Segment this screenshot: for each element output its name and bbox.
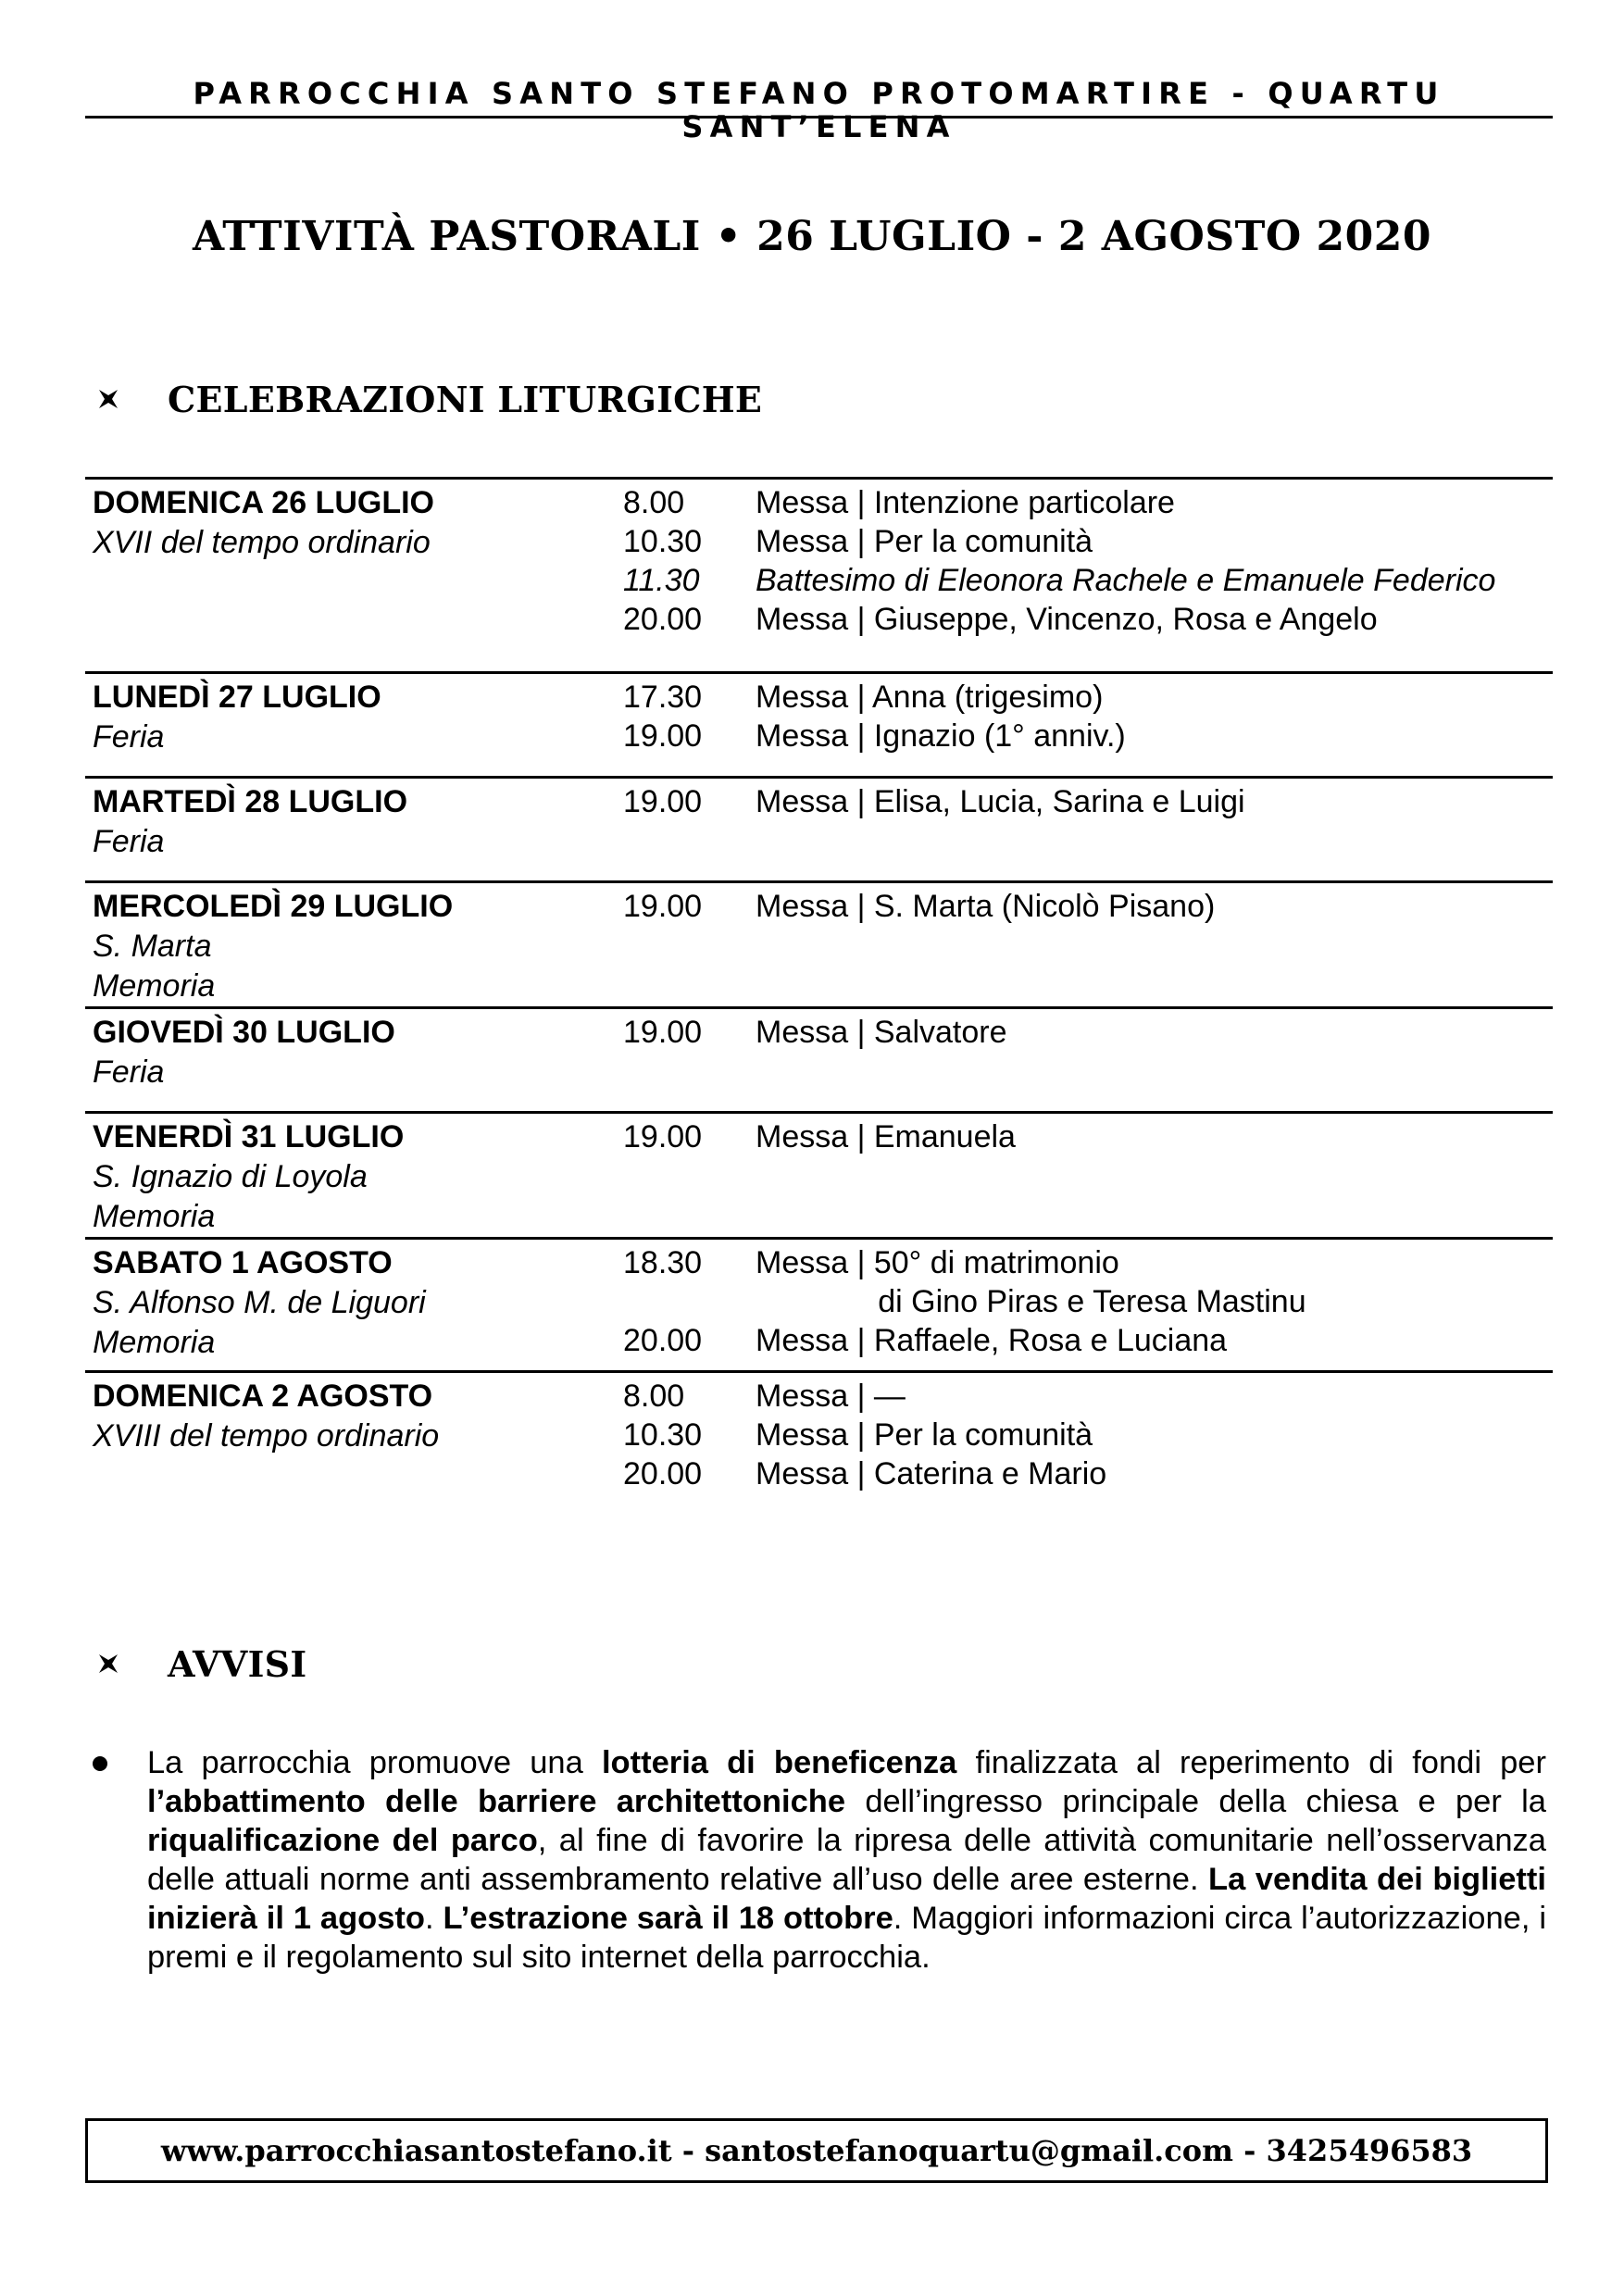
day-info bbox=[85, 887, 623, 1006]
day-feast: S. Marta bbox=[93, 929, 212, 964]
schedule-day-row bbox=[85, 1111, 1553, 1237]
event-time: 8.00 bbox=[623, 485, 685, 520]
day-name: MARTEDÌ 28 LUGLIO bbox=[93, 784, 408, 819]
day-info bbox=[85, 1377, 623, 1493]
day-feast: S. Ignazio di Loyola bbox=[93, 1159, 368, 1194]
day-events bbox=[623, 678, 1553, 757]
section-avvisi-heading bbox=[97, 1641, 306, 1687]
event-description: Messa | Per la comunità bbox=[756, 524, 1093, 559]
event-time: 11.30 bbox=[623, 563, 700, 598]
day-feast: Feria bbox=[93, 719, 165, 755]
event-description: Messa | Salvatore bbox=[756, 1015, 1007, 1050]
schedule-day-row bbox=[85, 880, 1553, 1006]
schedule-table bbox=[85, 477, 1553, 1493]
day-name: SABATO 1 AGOSTO bbox=[93, 1245, 393, 1280]
event-time: 19.00 bbox=[623, 718, 703, 754]
event-row bbox=[623, 782, 1553, 821]
event-time: 19.00 bbox=[623, 1015, 703, 1050]
day-info bbox=[85, 782, 623, 862]
schedule-day-row bbox=[85, 1006, 1553, 1111]
day-events bbox=[623, 887, 1553, 1006]
event-time: 8.00 bbox=[623, 1379, 685, 1414]
event-row bbox=[623, 600, 1553, 639]
event-row bbox=[623, 1117, 1553, 1156]
day-feast: Memoria bbox=[93, 1325, 216, 1360]
day-feast: Feria bbox=[93, 824, 165, 859]
section-title: AVVISI bbox=[168, 1642, 307, 1685]
event-row bbox=[623, 561, 1553, 600]
day-name: GIOVEDÌ 30 LUGLIO bbox=[93, 1015, 395, 1050]
event-description: Messa | Giuseppe, Vincenzo, Rosa e Angelo bbox=[756, 602, 1378, 637]
section-liturgy-heading bbox=[97, 376, 762, 422]
day-info bbox=[85, 1117, 623, 1237]
event-row bbox=[623, 522, 1553, 561]
schedule-day-row bbox=[85, 477, 1553, 671]
day-events bbox=[623, 1243, 1553, 1363]
event-description: Messa | — bbox=[756, 1379, 906, 1414]
schedule-day-row bbox=[85, 1237, 1553, 1370]
event-row bbox=[623, 1013, 1553, 1052]
event-description: Messa | Anna (trigesimo) bbox=[756, 680, 1104, 715]
event-description: Battesimo di Eleonora Rachele e Emanuele Federico bbox=[756, 563, 1496, 598]
bullet-dot-icon bbox=[93, 1756, 107, 1771]
day-name: VENERDÌ 31 LUGLIO bbox=[93, 1119, 405, 1154]
event-time: 19.00 bbox=[623, 784, 703, 819]
day-name: DOMENICA 2 AGOSTO bbox=[93, 1379, 433, 1414]
schedule-day-row bbox=[85, 776, 1553, 880]
event-description: Messa | Ignazio (1° anniv.) bbox=[756, 718, 1126, 754]
section-title: CELEBRAZIONI LITURGICHE bbox=[168, 378, 763, 420]
event-description: Messa | Caterina e Mario bbox=[756, 1456, 1107, 1491]
event-row bbox=[623, 678, 1553, 717]
notice-item bbox=[93, 1743, 1546, 1977]
day-feast: S. Alfonso M. de Liguori bbox=[93, 1285, 426, 1320]
event-row bbox=[623, 1416, 1553, 1454]
day-events bbox=[623, 1377, 1553, 1493]
event-row bbox=[623, 1282, 1553, 1321]
event-row bbox=[623, 887, 1553, 926]
event-description: Messa | Raffaele, Rosa e Luciana bbox=[756, 1323, 1228, 1358]
day-info bbox=[85, 483, 623, 639]
event-time: 10.30 bbox=[623, 524, 703, 559]
event-time bbox=[623, 1282, 756, 1321]
parish-header: PARROCCHIA SANTO STEFANO PROTOMARTIRE - QUARTU SANT’ELENA bbox=[85, 77, 1553, 119]
day-feast: XVIII del tempo ordinario bbox=[93, 1418, 440, 1454]
event-time: 20.00 bbox=[623, 602, 703, 637]
event-description: Messa | Elisa, Lucia, Sarina e Luigi bbox=[756, 784, 1245, 819]
schedule-day-row bbox=[85, 1370, 1553, 1493]
notice-text: La parrocchia promuove una lotteria di beneficenza finalizzata al reperimento di fondi per l’abbattimento delle barriere architettoniche dell’ingresso principale della chiesa e per la riqualificazione del parco, al fine di favorire la ripresa delle attività comunitarie nell’osservanza delle attuali norme anti assembramento relative all’uso delle aree esterne. La vendita dei biglietti inizierà il 1 agosto. L’estrazione sarà il 18 ottobre. Maggiori informazioni circa l’autorizzazione, i premi e il regolamento sul sito internet della parrocchia. bbox=[147, 1745, 1547, 1975]
event-time: 18.30 bbox=[623, 1245, 703, 1280]
event-time: 20.00 bbox=[623, 1456, 703, 1491]
day-info bbox=[85, 1243, 623, 1363]
footer-contacts: www.parrocchiasantostefano.it - santostefanoquartu@gmail.com - 3425496583 bbox=[85, 2118, 1548, 2183]
day-events bbox=[623, 1013, 1553, 1092]
event-time: 19.00 bbox=[623, 889, 703, 924]
day-events bbox=[623, 1117, 1553, 1237]
day-info bbox=[85, 678, 623, 757]
page-title: ATTIVITÀ PASTORALI • 26 LUGLIO - 2 AGOSTO 2020 bbox=[193, 213, 1431, 260]
event-description: Messa | Per la comunità bbox=[756, 1417, 1093, 1453]
day-name: MERCOLEDÌ 29 LUGLIO bbox=[93, 889, 454, 924]
event-row bbox=[623, 483, 1553, 522]
event-row bbox=[623, 717, 1553, 755]
schedule-day-row bbox=[85, 671, 1553, 776]
day-feast: Memoria bbox=[93, 968, 216, 1004]
event-row bbox=[623, 1243, 1553, 1282]
day-feast: Memoria bbox=[93, 1199, 216, 1234]
event-description: Messa | 50° di matrimonio bbox=[756, 1245, 1119, 1280]
day-name: DOMENICA 26 LUGLIO bbox=[93, 485, 434, 520]
event-time: 19.00 bbox=[623, 1119, 703, 1154]
event-row bbox=[623, 1454, 1553, 1493]
event-row bbox=[623, 1377, 1553, 1416]
day-events bbox=[623, 483, 1553, 639]
event-time: 17.30 bbox=[623, 680, 703, 715]
event-description: Messa | S. Marta (Nicolò Pisano) bbox=[756, 889, 1216, 924]
event-description: di Gino Piras e Teresa Mastinu bbox=[756, 1284, 1306, 1319]
day-feast: XVII del tempo ordinario bbox=[93, 525, 431, 560]
day-events bbox=[623, 782, 1553, 862]
four-point-star-icon bbox=[97, 1653, 119, 1675]
event-time: 10.30 bbox=[623, 1417, 703, 1453]
event-description: Messa | Emanuela bbox=[756, 1119, 1016, 1154]
event-description: Messa | Intenzione particolare bbox=[756, 485, 1175, 520]
event-time: 20.00 bbox=[623, 1323, 703, 1358]
day-name: LUNEDÌ 27 LUGLIO bbox=[93, 680, 381, 715]
four-point-star-icon bbox=[97, 388, 119, 410]
day-feast: Feria bbox=[93, 1054, 165, 1090]
event-row bbox=[623, 1321, 1553, 1360]
day-info bbox=[85, 1013, 623, 1092]
